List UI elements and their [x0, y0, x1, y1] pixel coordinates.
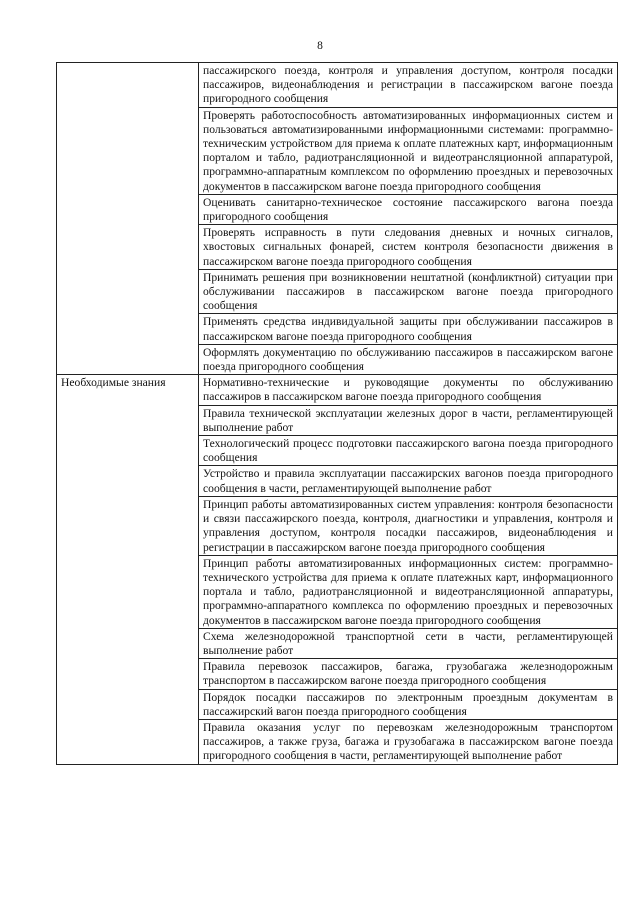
- knowledge-label-cell: [57, 375, 199, 764]
- requirements-table: [56, 62, 618, 765]
- skill-item: Применять средства индивидуальной защиты при обслуживании пассажиров в пассажирском вагоне поезда пригородного сообщения: [199, 314, 618, 344]
- knowledge-item: Устройство и правила эксплуатации пассажирских вагонов поезда пригородного сообщения в части, регламентирующей выполнение работ: [199, 466, 618, 496]
- knowledge-item: Правила перевозок пассажиров, багажа, грузобагажа железнодорожным транспортом в пассажирском вагоне поезда пригородного сообщения: [199, 659, 618, 689]
- knowledge-item: Технологический процесс подготовки пассажирского вагона поезда пригородного сообщения: [199, 436, 618, 466]
- knowledge-item: Принцип работы автоматизированных систем управления: контроля безопасности и связи пассажирского поезда, контроля, диагностики и управления, контроля и управления доступом, контроля посадки пассажиров, видеонаблюдения и регистрации в пассажирском вагоне поезда пригородного сообщения: [199, 496, 618, 555]
- knowledge-item: Правила технической эксплуатации железных дорог в части, регламентирующей выполнение работ: [199, 405, 618, 435]
- knowledge-item: Нормативно-технические и руководящие документы по обслуживанию пассажиров в пассажирском вагоне поезда пригородного сообщения: [199, 375, 618, 405]
- skill-item: Принимать решения при возникновении нештатной (конфликтной) ситуации при обслуживании пассажиров в пассажирском вагоне поезда пригородного сообщения: [199, 269, 618, 314]
- knowledge-item: Схема железнодорожной транспортной сети в части, регламентирующей выполнение работ: [199, 628, 618, 658]
- skill-item: Проверять исправность в пути следования дневных и ночных сигналов, хвостовых сигнальных фонарей, систем контроля безопасности движения в пассажирском вагоне поезда пригородного сообщения: [199, 225, 618, 270]
- page-number: 8: [317, 40, 323, 52]
- skill-item: пассажирского поезда, контроля и управления доступом, контроля посадки пассажиров, видеонаблюдения и регистрации в пассажирском вагоне поезда пригородного сообщения: [199, 63, 618, 108]
- knowledge-label: Необходимые знания: [61, 376, 166, 390]
- table-row: [57, 63, 618, 108]
- knowledge-item: Правила оказания услуг по перевозкам железнодорожным транспортом пассажиров, а также груза, багажа и грузобагажа в пассажирском вагоне поезда пригородного сообщения в части, регламентирующей выполнение работ: [199, 719, 618, 764]
- knowledge-item: Принцип работы автоматизированных информационных систем: программно-технического устройства для приема к оплате платежных карт, информационного портала и табло, радиотрансляционной и видеотрансляционной аппаратуры, программно-аппаратного комплекса по оформлению проездных и перевозочных документов в пассажирском вагоне поезда пригородного сообщения: [199, 555, 618, 628]
- table-row: [57, 375, 618, 405]
- knowledge-item: Порядок посадки пассажиров по электронным проездным документам в пассажирский вагон поезда пригородного сообщения: [199, 689, 618, 719]
- skills-label-cell: [57, 63, 199, 375]
- skill-item: Оформлять документацию по обслуживанию пассажиров в пассажирском вагоне поезда пригородного сообщения: [199, 344, 618, 374]
- skill-item: Проверять работоспособность автоматизированных информационных систем и пользоваться автоматизированными информационными системами: программно-техническим устройством для приема к оплате платежных карт, информационным порталом и табло, радиотрансляционной и видеотрансляционной аппаратурой, программно-аппаратным комплексом по оформлению проездных и перевозочных документов в пассажирском вагоне поезда пригородного сообщения: [199, 107, 618, 194]
- skill-item: Оценивать санитарно-техническое состояние пассажирского вагона поезда пригородного сообщения: [199, 194, 618, 224]
